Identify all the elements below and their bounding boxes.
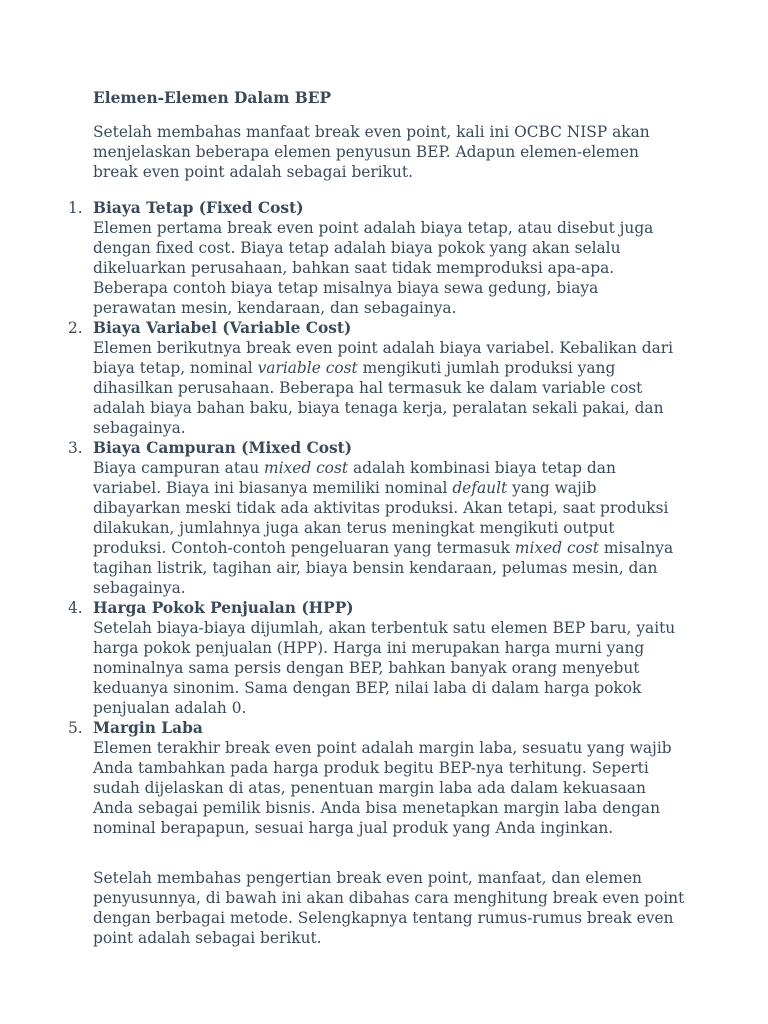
list-item-body [93, 618, 685, 718]
list-item [68, 718, 685, 838]
italic-term: default [452, 479, 508, 497]
italic-term: variable cost [257, 359, 358, 377]
body-text: Setelah biaya-biaya dijumlah, akan terbentuk satu elemen BEP baru, yaitu harga pokok penjualan (HPP). Harga ini merupakan harga murni yang nominalnya sama persis dengan BEP, bahkan banyak orang menyebut keduanya sinonim. Sama dengan BEP, nilai laba di dalam harga pokok penjualan adalah 0. [93, 619, 676, 717]
list-item-number: 4. [68, 599, 83, 617]
list-item-title: Margin Laba [93, 719, 203, 737]
body-text: mengikuti jumlah produksi yang dihasilkan perusahaan. Beberapa hal termasuk ke dalam variable cost adalah biaya bahan baku, biaya tenaga kerja, peralatan sekali pakai, dan sebagainya. [93, 359, 664, 437]
body-text: yang wajib dibayarkan meski tidak ada aktivitas produksi. Akan tetapi, saat produksi dilakukan, jumlahnya juga akan terus meningkat mengikuti output produksi. Contoh-contoh pengeluaran yang termasuk [93, 479, 669, 557]
section-heading: Elemen-Elemen Dalam BEP [93, 89, 332, 107]
list-item-body [93, 458, 685, 598]
body-text: Elemen terakhir break even point adalah margin laba, sesuatu yang wajib Anda tambahkan pada harga produk begitu BEP-nya terhitung. Seperti sudah dijelaskan di atas, penentuan margin laba ada dalam kekuasaan Anda sebagai pemilik bisnis. Anda bisa menetapkan margin laba dengan nominal berapapun, sesuai harga jual produk yang Anda inginkan. [93, 739, 672, 837]
list-item-number: 2. [68, 319, 83, 337]
list-item-title: Biaya Variabel (Variable Cost) [93, 319, 352, 337]
list-item-number: 3. [68, 439, 83, 457]
list-item [68, 198, 685, 318]
intro-paragraph: Setelah membahas manfaat break even point, kali ini OCBC NISP akan menjelaskan beberapa elemen penyusun BEP. Adapun elemen-elemen break even point adalah sebagai berikut. [93, 123, 650, 181]
body-text: Biaya campuran atau [93, 459, 265, 477]
body-text: Elemen pertama break even point adalah biaya tetap, atau disebut juga dengan fixed cost. Biaya tetap adalah biaya pokok yang akan selalu dikeluarkan perusahaan, bahkan saat tidak memproduksi apa-apa. Beberapa contoh biaya tetap misalnya biaya sewa gedung, biaya perawatan mesin, kendaraan, dan sebagainya. [93, 219, 654, 317]
list-item [68, 438, 685, 598]
list-item [68, 598, 685, 718]
italic-term: mixed cost [264, 459, 349, 477]
list-item-title: Biaya Tetap (Fixed Cost) [93, 199, 304, 217]
italic-term: mixed cost [514, 539, 599, 557]
list-item [68, 318, 685, 438]
body-text: adalah kombinasi biaya tetap dan variabel. Biaya ini biasanya memiliki nominal [93, 459, 616, 497]
list-item-body [93, 338, 685, 438]
list-item-title: Harga Pokok Penjualan (HPP) [93, 599, 354, 617]
body-text: Elemen berikutnya break even point adalah biaya variabel. Kebalikan dari biaya tetap, nominal [93, 339, 674, 377]
outro-paragraph: Setelah membahas pengertian break even point, manfaat, dan elemen penyusunnya, di bawah ini akan dibahas cara menghitung break even point dengan berbagai metode. Selengkapnya tentang rumus-rumus break even point adalah sebagai berikut. [93, 869, 685, 947]
list-item-number: 5. [68, 719, 83, 737]
list-item-body [93, 218, 685, 318]
list-item-body [93, 738, 685, 838]
list-item-number: 1. [68, 199, 83, 217]
document-page [68, 88, 685, 948]
body-text: misalnya tagihan listrik, tagihan air, biaya bensin kendaraan, pelumas mesin, dan sebagainya. [93, 539, 674, 597]
list-item-title: Biaya Campuran (Mixed Cost) [93, 439, 353, 457]
element-list [68, 198, 685, 838]
